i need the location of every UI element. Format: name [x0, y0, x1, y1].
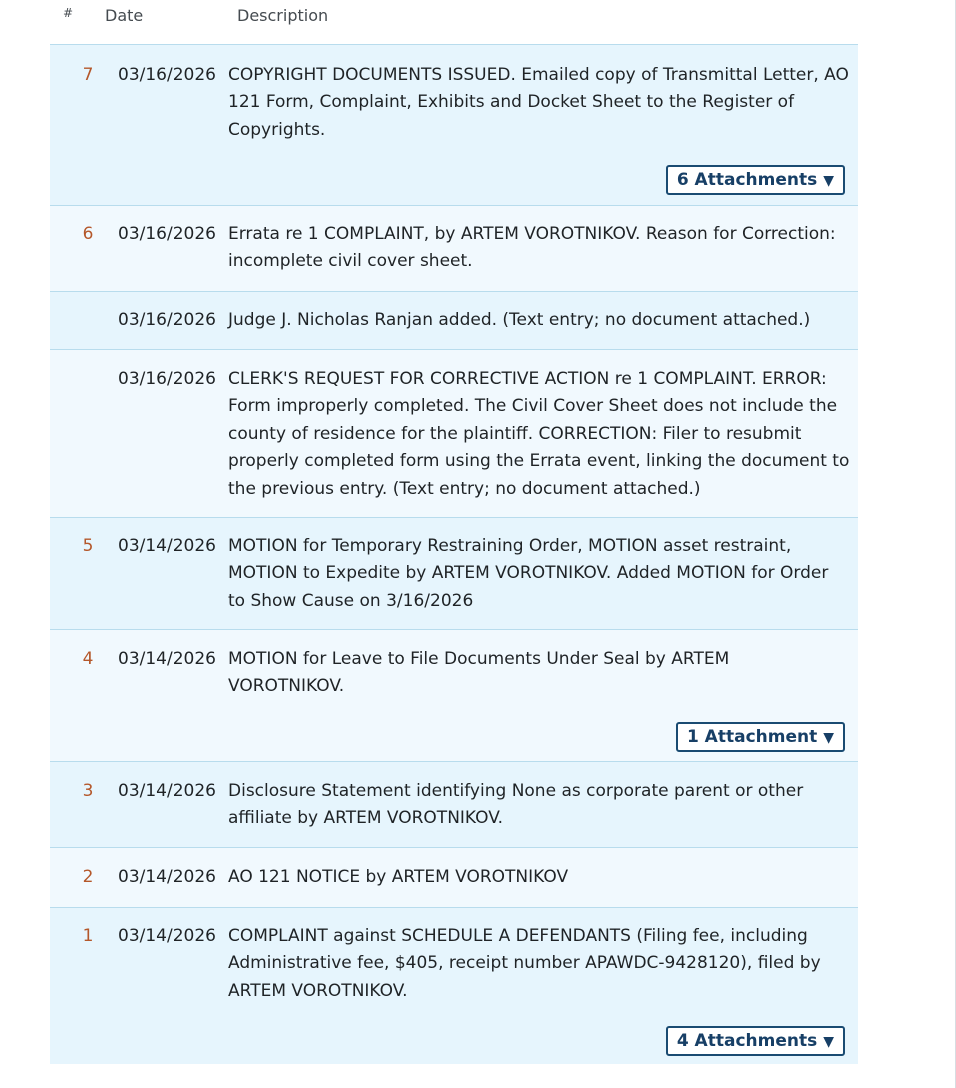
caret-down-icon: ▼	[823, 173, 834, 189]
entry-date: 03/14/2026	[118, 926, 216, 946]
docket-entry-clerk-request	[50, 350, 858, 518]
docket-entries	[50, 44, 858, 1064]
entry-date: 03/14/2026	[118, 867, 216, 887]
column-header-description[interactable]: Description	[237, 6, 329, 25]
entry-number[interactable]: 1	[82, 926, 94, 946]
attachments-button[interactable]	[666, 165, 845, 195]
caret-down-icon: ▼	[823, 1034, 834, 1050]
entry-date: 03/16/2026	[118, 310, 216, 330]
entry-description: MOTION for Leave to File Documents Under Seal by ARTEM VOROTNIKOV.	[228, 649, 730, 697]
column-header-date[interactable]: Date	[105, 6, 144, 25]
entry-number[interactable]: 2	[82, 867, 94, 887]
entry-date: 03/16/2026	[118, 369, 216, 389]
attachments-label: 4 Attachments	[676, 1031, 818, 1051]
entry-description: COPYRIGHT DOCUMENTS ISSUED. Emailed copy of Transmittal Letter, AO 121 Form, Complaint, Exhibits and Docket Sheet to the Register of Copyrights.	[228, 65, 849, 140]
docket-entry-6	[50, 206, 858, 292]
entry-description: COMPLAINT against SCHEDULE A DEFENDANTS (Filing fee, including Administrative fee, $405, receipt number APAWDC-9428120), filed by ARTEM VOROTNIKOV.	[228, 926, 821, 1001]
docket-entry-5	[50, 518, 858, 630]
docket-entry-3	[50, 762, 858, 848]
caret-down-icon: ▼	[823, 730, 834, 746]
attachments-label: 6 Attachments	[676, 170, 818, 190]
entry-description: MOTION for Temporary Restraining Order, MOTION asset restraint, MOTION to Expedite by ARTEM VOROTNIKOV. Added MOTION for Order to Show Cause on 3/16/2026	[228, 536, 829, 611]
attachments-button[interactable]	[666, 1026, 845, 1056]
entry-description: Judge J. Nicholas Ranjan added. (Text entry; no document attached.)	[228, 310, 811, 330]
entry-number[interactable]: 5	[82, 536, 94, 556]
column-header-number[interactable]: #	[63, 6, 74, 20]
docket-entry-judge-added	[50, 292, 858, 350]
entry-description: Errata re 1 COMPLAINT, by ARTEM VOROTNIKOV. Reason for Correction: incomplete civil cover sheet.	[228, 224, 836, 272]
docket-header	[50, 0, 858, 44]
entry-date: 03/14/2026	[118, 781, 216, 801]
docket-entry-2	[50, 848, 858, 908]
entry-number[interactable]: 6	[82, 224, 94, 244]
entry-description: Disclosure Statement identifying None as corporate parent or other affiliate by ARTEM VOROTNIKOV.	[228, 781, 804, 829]
entry-description: CLERK'S REQUEST FOR CORRECTIVE ACTION re 1 COMPLAINT. ERROR: Form improperly completed. The Civil Cover Sheet does not include the county of residence for the plaintiff. CORRECTION: Filer to resubmit properly completed form using the Errata event, linking the document to the previous entry. (Text entry; no document attached.)	[228, 369, 850, 499]
docket-entry-4	[50, 630, 858, 762]
entry-description: AO 121 NOTICE by ARTEM VOROTNIKOV	[228, 867, 569, 887]
entry-number[interactable]: 3	[82, 781, 94, 801]
entry-date: 03/14/2026	[118, 536, 216, 556]
entry-number[interactable]: 7	[82, 65, 94, 85]
docket-entry-1	[50, 908, 858, 1064]
entry-date: 03/14/2026	[118, 649, 216, 669]
attachments-button[interactable]	[676, 722, 845, 752]
attachments-label: 1 Attachment	[686, 727, 818, 747]
entry-date: 03/16/2026	[118, 65, 216, 85]
entry-number[interactable]: 4	[82, 649, 94, 669]
docket-entry-7	[50, 45, 858, 206]
entry-date: 03/16/2026	[118, 224, 216, 244]
